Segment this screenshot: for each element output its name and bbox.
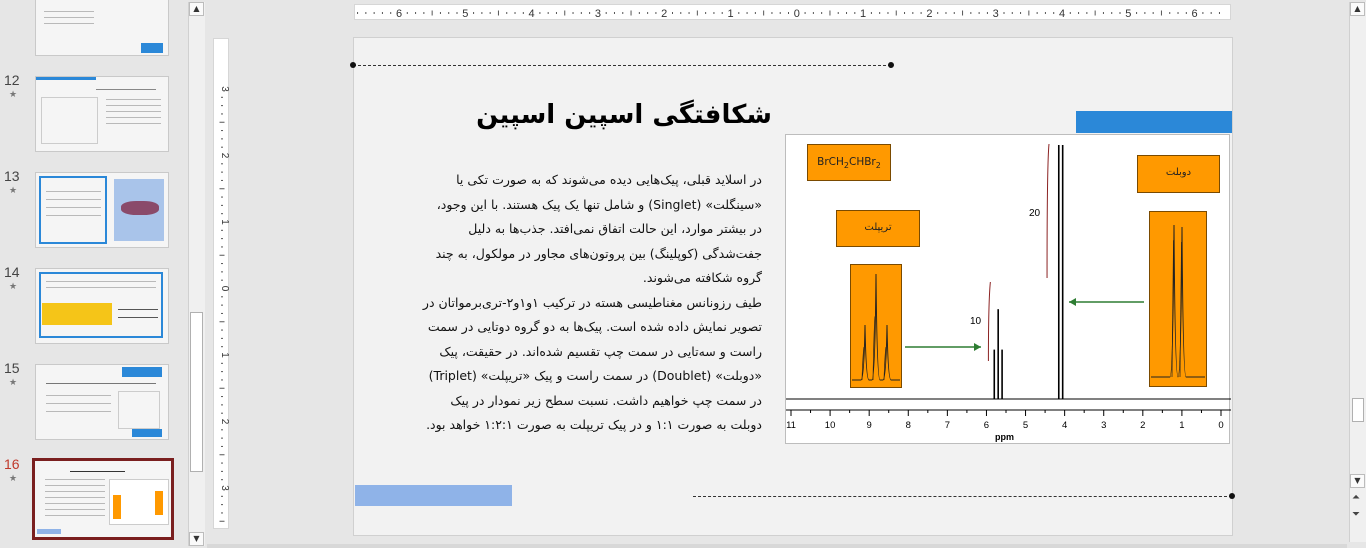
placeholder-border-top	[353, 65, 891, 66]
triplet-inset-plot	[850, 264, 902, 388]
nmr-spectrum-figure[interactable]	[785, 134, 1230, 444]
ruler-label: 4	[528, 8, 535, 20]
slide-thumbnail-pane	[0, 0, 183, 548]
next-slide-icon[interactable]: ⏷	[1352, 509, 1360, 520]
selection-handle[interactable]	[350, 62, 356, 68]
decorative-bar	[1076, 111, 1232, 133]
star-icon: ★	[9, 474, 18, 484]
text-line: راست و سه‌تایی در سمت چپ تقسیم شده‌اند. در حقیقت، پیک	[439, 343, 762, 359]
integral-label: 10	[970, 316, 982, 327]
x-tick-label: 10	[824, 420, 836, 431]
ruler-label: 6	[1191, 8, 1198, 20]
thumbnail-number: 15	[4, 360, 20, 376]
ruler-label: 5	[1125, 8, 1132, 20]
text-line: گروه شکافته می‌شوند.	[642, 270, 762, 285]
x-tick-label: 2	[1140, 420, 1146, 431]
integral-label: 20	[1029, 208, 1041, 219]
ruler-label: 5	[462, 8, 469, 20]
placeholder-border-bottom	[693, 496, 1232, 497]
selection-handle[interactable]	[1229, 493, 1235, 499]
star-icon: ★	[9, 282, 18, 292]
scroll-thumb[interactable]	[190, 312, 203, 472]
scroll-down-button[interactable]: ▼	[189, 532, 204, 546]
ruler-label: 4	[1058, 8, 1066, 20]
slide-thumbnail-14[interactable]	[35, 268, 169, 344]
text-line: جفت‌شدگی (کوپلینگ) بین پروتون‌های مجاور در مولکول، به چند	[435, 245, 762, 261]
x-tick-label: 0	[1218, 420, 1224, 431]
triplet-trace	[852, 274, 900, 380]
triplet-label: تریپلت	[864, 222, 892, 233]
text-line: «دوبلت» (Doublet) در سمت راست و پیک «تریپلت» (Triplet)	[428, 368, 762, 383]
scroll-up-button[interactable]: ▲	[1350, 2, 1365, 16]
x-axis-label: ppm	[995, 432, 1014, 442]
selection-handle[interactable]	[888, 62, 894, 68]
slide-title[interactable]: شکافتگی اسپین اسپین	[476, 100, 772, 130]
x-tick-label: 6	[983, 420, 990, 431]
ruler-label: 6	[395, 8, 403, 20]
ruler-ticks	[214, 39, 230, 530]
x-tick-label: 4	[1061, 420, 1068, 431]
integral-curve	[1047, 144, 1049, 278]
doublet-trace	[1151, 225, 1205, 377]
ruler-label: 2	[926, 8, 933, 20]
text-line: در اسلاید قبلی، پیک‌هایی دیده می‌شوند که به صورت تکی یا	[456, 172, 762, 187]
decorative-bar	[355, 485, 512, 506]
text-line: دوبلت به صورت ۱:۱ و در پیک تریپلت به صورت ۱:۲:۱ خواهد بود.	[426, 417, 762, 432]
ruler-label: 1	[219, 219, 230, 225]
ruler-label: 0	[793, 8, 800, 20]
horizontal-scrollbar[interactable]	[207, 544, 1347, 548]
scroll-thumb[interactable]	[1352, 398, 1364, 422]
slide-scrollbar[interactable]	[1349, 2, 1366, 542]
star-icon: ★	[9, 378, 18, 388]
thumbnail-number: 16	[4, 456, 20, 472]
text-line: طیف رزونانس مغناطیسی هسته در ترکیب ۱و۱و۲-تری‌برمواتان در	[422, 294, 762, 310]
ruler-label: 3	[219, 485, 230, 491]
horizontal-ruler	[354, 4, 1231, 20]
x-tick-label: 9	[866, 420, 872, 431]
ruler-label: 1	[727, 8, 734, 20]
text-line: در بیشتر موارد، این حالت اتفاق نمی‌افتد. جذب‌ها به دلیل	[468, 221, 762, 236]
formula-label: BrCH$_2$CHBr$_2$	[817, 156, 881, 171]
integral-curve	[988, 282, 990, 361]
ruler-ticks	[355, 5, 1232, 21]
scroll-down-button[interactable]: ▼	[1350, 474, 1365, 488]
scroll-up-button[interactable]: ▲	[189, 2, 204, 16]
ruler-label: 1	[860, 8, 867, 20]
slide-body-text[interactable]	[362, 168, 762, 438]
thumbnail-number: 13	[4, 168, 20, 184]
doublet-inset-plot	[1149, 211, 1207, 387]
star-icon: ★	[9, 90, 18, 100]
ruler-label: 2	[219, 418, 230, 425]
thumbnail-number: 12	[4, 72, 20, 88]
slide-thumbnail-11[interactable]	[35, 0, 169, 56]
x-tick-label: 8	[905, 420, 911, 431]
slide-thumbnail-15[interactable]	[35, 364, 169, 440]
slide-thumbnail-12[interactable]	[35, 76, 169, 152]
text-line: در سمت چپ خواهیم داشت. نسبت سطح زیر نمودار در پیک	[450, 392, 762, 408]
x-tick-label: 7	[944, 420, 950, 431]
ruler-label: 3	[219, 86, 230, 92]
thumbnail-scrollbar[interactable]	[188, 2, 205, 546]
slide-thumbnail-16[interactable]	[32, 458, 174, 540]
previous-slide-icon[interactable]: ⏶	[1352, 492, 1360, 503]
slide-thumbnail-13[interactable]	[35, 172, 169, 248]
text-line: «سینگلت» (Singlet) و شامل تنها یک پیک هستند. با این وجود،	[436, 196, 762, 212]
x-tick-label: 11	[786, 420, 796, 431]
text-line: تصویر نمایش داده شده است. پیک‌ها به دو گروه دوتایی در سمت	[427, 319, 762, 334]
x-tick-label: 5	[1022, 420, 1029, 431]
x-tick-label: 3	[1101, 420, 1107, 431]
vertical-ruler	[213, 38, 229, 529]
thumbnail-number: 14	[4, 264, 20, 280]
ruler-label: 3	[594, 8, 601, 20]
ruler-label: 2	[219, 152, 230, 159]
doublet-label: دوبلت	[1165, 167, 1192, 178]
ruler-label: 2	[661, 8, 668, 20]
triplet-arrow-head	[974, 343, 981, 351]
ruler-label: 3	[992, 8, 999, 20]
ruler-label: 1	[219, 352, 230, 358]
doublet-arrow-head	[1069, 298, 1076, 306]
star-icon: ★	[9, 186, 18, 196]
ruler-label: 0	[219, 285, 230, 292]
x-tick-label: 1	[1179, 420, 1185, 431]
